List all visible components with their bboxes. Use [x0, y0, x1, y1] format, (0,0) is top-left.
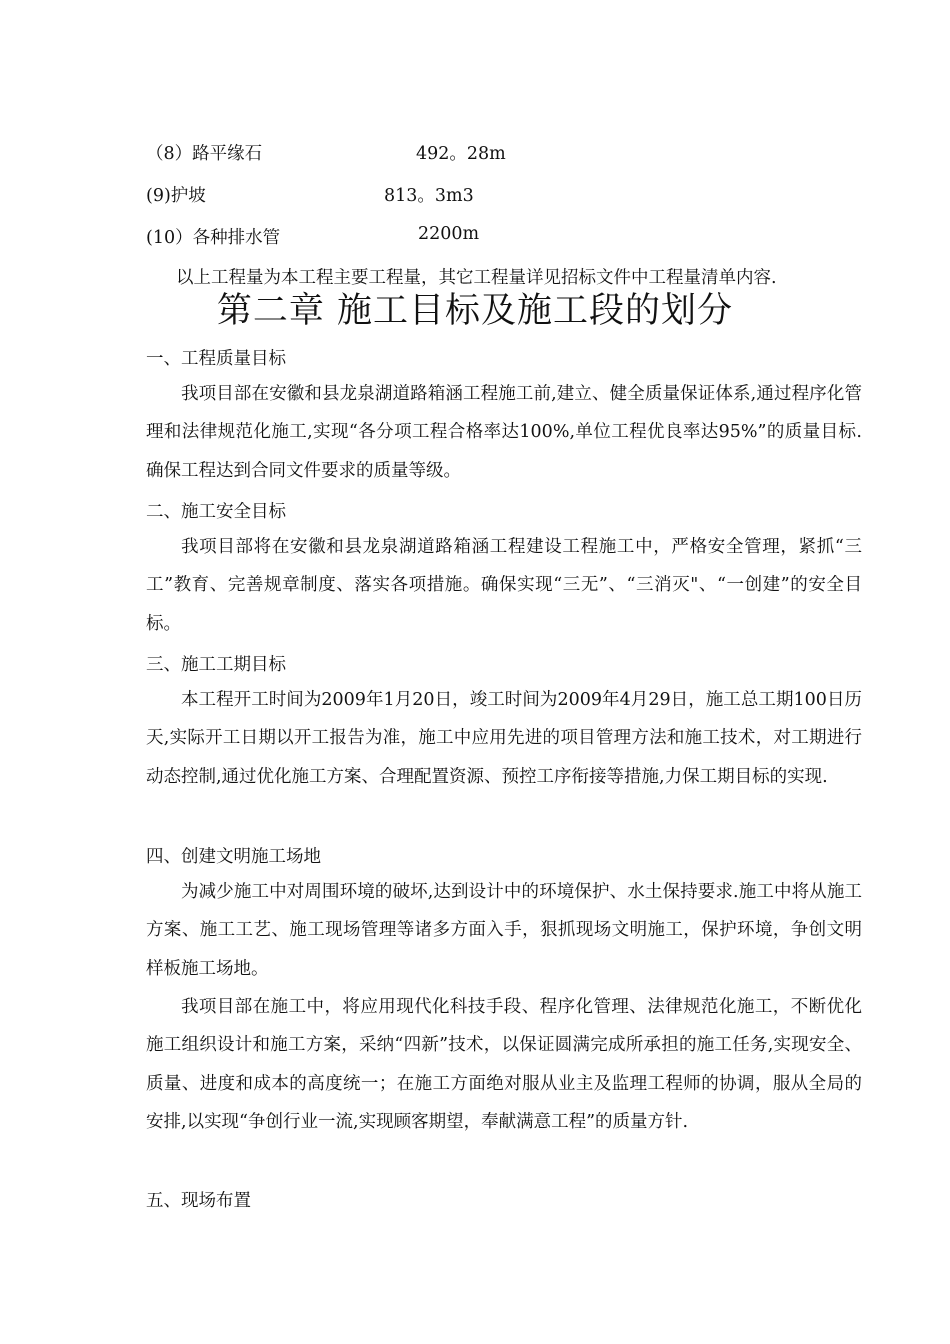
quantity-item-label: （8）路平缘石	[146, 144, 263, 164]
quantity-item-label: (10）各种排水管	[146, 228, 281, 248]
section-heading-quality: 一、工程质量目标	[146, 349, 286, 369]
section-paragraph-quality: 我项目部在安徽和县龙泉湖道路箱涵工程施工前,建立、健全质量保证体系,通过程序化管理和法律规范化施工,实现“各分项工程合格率达100%,单位工程优良率达95%”的质量目标.确保工程达到合同文件要求的质量等级。	[146, 384, 862, 481]
quantity-item-value: 813。3m3	[384, 186, 474, 206]
section-heading-civilized-site: 四、创建文明施工场地	[146, 847, 321, 867]
section-heading-site-layout: 五、现场布置	[146, 1191, 251, 1211]
quantity-item-label: (9)护坡	[146, 186, 206, 206]
section-heading-safety: 二、施工安全目标	[146, 502, 286, 522]
intro-note: 以上工程量为本工程主要工程量，其它工程量详见招标文件中工程量清单内容.	[176, 268, 777, 288]
section-heading-schedule: 三、施工工期目标	[146, 655, 286, 675]
chapter-title: 第二章 施工目标及施工段的划分	[216, 291, 734, 331]
quantity-item-value: 492。28m	[416, 144, 506, 164]
section-paragraph-civilized-site-2: 我项目部在施工中，将应用现代化科技手段、程序化管理、法律规范化施工，不断优化施工组织设计和施工方案，采纳“四新”技术，以保证圆满完成所承担的施工任务,实现安全、质量、进度和成本的高度统一；在施工方面绝对服从业主及监理工程师的协调，服从全局的安排,以实现“争创行业一流,实现顾客期望，奉献满意工程”的质量方针.	[146, 997, 862, 1132]
section-paragraph-civilized-site-1: 为减少施工中对周围环境的破坏,达到设计中的环境保护、水土保持要求.施工中将从施工方案、施工工艺、施工现场管理等诸多方面入手，狠抓现场文明施工，保护环境，争创文明样板施工场地。	[146, 882, 862, 979]
section-paragraph-schedule: 本工程开工时间为2009年1月20日，竣工时间为2009年4月29日，施工总工期100日历天,实际开工日期以开工报告为准，施工中应用先进的项目管理方法和施工技术，对工期进行动态控制,通过优化施工方案、合理配置资源、预控工序衔接等措施,力保工期目标的实现.	[146, 690, 862, 787]
section-paragraph-safety: 我项目部将在安徽和县龙泉湖道路箱涵工程建设工程施工中，严格安全管理，紧抓“三工”教育、完善规章制度、落实各项措施。确保实现“三无”、“三消灭"、“一创建”的安全目标。	[146, 537, 862, 634]
quantity-item-value: 2200m	[418, 224, 480, 244]
